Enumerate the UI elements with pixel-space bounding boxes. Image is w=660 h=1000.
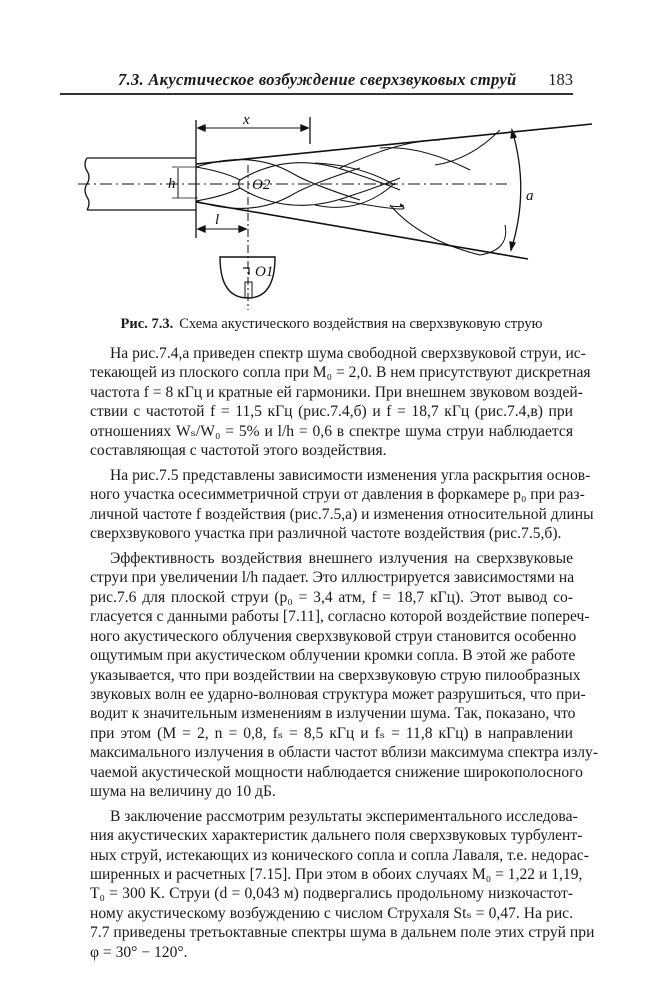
text-line: ствии с частотой f = 11,5 кГц (рис.7.4,б) и f = 18,7 кГц (рис.7.4,в) при xyxy=(90,403,573,421)
label-l: l xyxy=(215,212,220,228)
text-line: ного акустического облучения сверхзвуковой струи становится особенно xyxy=(90,627,577,645)
running-header xyxy=(90,70,573,92)
text-line: ширенных и расчетных [7.15]. При этом в обоих случаях M₀ = 1,22 и 1,19, xyxy=(90,866,583,884)
jet-scheme-figure xyxy=(0,100,660,310)
text-line: отношениях Wₛ/W₀ = 5% и l/h = 0,6 в спектре шума струи наблюдается xyxy=(90,422,573,440)
label-o2: O2 xyxy=(252,177,271,193)
paragraph xyxy=(90,807,595,962)
header-rule xyxy=(60,93,573,95)
jet-boundary-lower xyxy=(196,202,528,259)
text-line: водит к значительным изменениям в излучении шума. Так, показано, что xyxy=(90,705,576,723)
caption-number: Рис. 7.3. xyxy=(120,316,174,332)
text-line: чаемой акустической мощности наблюдается снижение широкополосного xyxy=(90,763,583,781)
text-line: 7.7 приведены третьоктавные спектры шума в дальнем поле этих струй при xyxy=(90,924,595,942)
paragraph xyxy=(90,549,599,801)
text-line: T₀ = 300 K. Струи (d = 0,043 м) подвергались продольному низкочастот- xyxy=(90,885,573,903)
text-line: На рис.7.5 представлены зависимости изменения угла раскрытия основ- xyxy=(110,466,591,484)
text-line: составляющая с частотой этого воздействия. xyxy=(90,442,387,460)
text-line: при этом (M = 2, n = 0,8, fₛ = 8,5 кГц и fₛ = 11,8 кГц) в направлении xyxy=(90,724,573,742)
text-line: звуковых волн ее ударно-волновая структура может разрушиться, что при- xyxy=(90,685,586,703)
text-line: струи при увеличении l/h падает. Это иллюстрируется зависимостями на xyxy=(90,569,575,587)
text-line: шума на величину до 10 дБ. xyxy=(90,782,276,800)
page-number: 183 xyxy=(548,70,573,89)
text-line: В заключение рассмотрим результаты экспериментального исследова- xyxy=(110,807,578,825)
figure-caption xyxy=(90,316,573,333)
paragraph xyxy=(90,466,594,544)
text-line: текающей из плоского сопла при M₀ = 2,0. В нем присутствуют дискретная xyxy=(90,364,591,382)
text-line: ных струй, истекающих из конического сопла и сопла Лаваля, т.е. недорас- xyxy=(90,846,589,864)
text-line: гласуется с данными работы [7.11], согласно которой воздействие попереч- xyxy=(90,608,590,626)
jet-boundary-upper xyxy=(196,124,592,164)
text-line: рис.7.6 для плоской струи (p₀ = 3,4 атм, f = 18,7 кГц). Этот вывод со- xyxy=(90,588,573,606)
caption-text: Схема акустического воздействия на сверхзвуковую струю xyxy=(179,316,543,332)
text-line: Эффективность воздействия внешнего излучения на сверхзвуковые xyxy=(110,550,573,568)
vortex-lines-upper xyxy=(380,130,500,170)
text-line: максимального излучения в области частот вблизи максимума спектра излу- xyxy=(90,744,599,762)
text-line: сверхзвукового участка при различной частоте воздействия (рис.7.5,б). xyxy=(90,525,562,543)
text-line: На рис.7.4,а приведен спектр шума свободной сверхзвуковой струи, ис- xyxy=(110,345,586,362)
text-line: личной частоте f воздействия (рис.7.5,а) и изменения относительной длины xyxy=(90,505,594,523)
text-line: указывается, что при воздействии на сверхзвуковую струю пилообразных xyxy=(90,666,581,684)
text-line: ному акустическому возбуждению с числом Струхаля Stₛ = 0,47. На рис. xyxy=(90,904,573,922)
text-line: ощутимым при акустическом облучении кромки сопла. В этой же работе xyxy=(90,647,576,665)
label-a: a xyxy=(526,188,534,204)
body-text xyxy=(90,344,599,968)
text-line: ного участка осесимметричной струи от давления в форкамере p₀ при раз- xyxy=(90,486,585,504)
vortex-lines-lower xyxy=(390,204,506,255)
label-x: x xyxy=(243,112,250,128)
text-line: ния акустических характеристик дальнего поля сверхзвуковых турбулент- xyxy=(90,827,583,845)
paragraph xyxy=(90,344,591,460)
text-line: частота f = 8 кГц и кратные ей гармоники. При внешнем звуковом воздей- xyxy=(90,383,583,401)
text-line: φ = 30° − 120°. xyxy=(90,943,188,961)
section-title: 7.3. Акустическое возбуждение сверхзвуковых струй xyxy=(118,70,517,89)
label-h: h xyxy=(168,176,176,192)
label-o1: O1 xyxy=(255,264,274,280)
